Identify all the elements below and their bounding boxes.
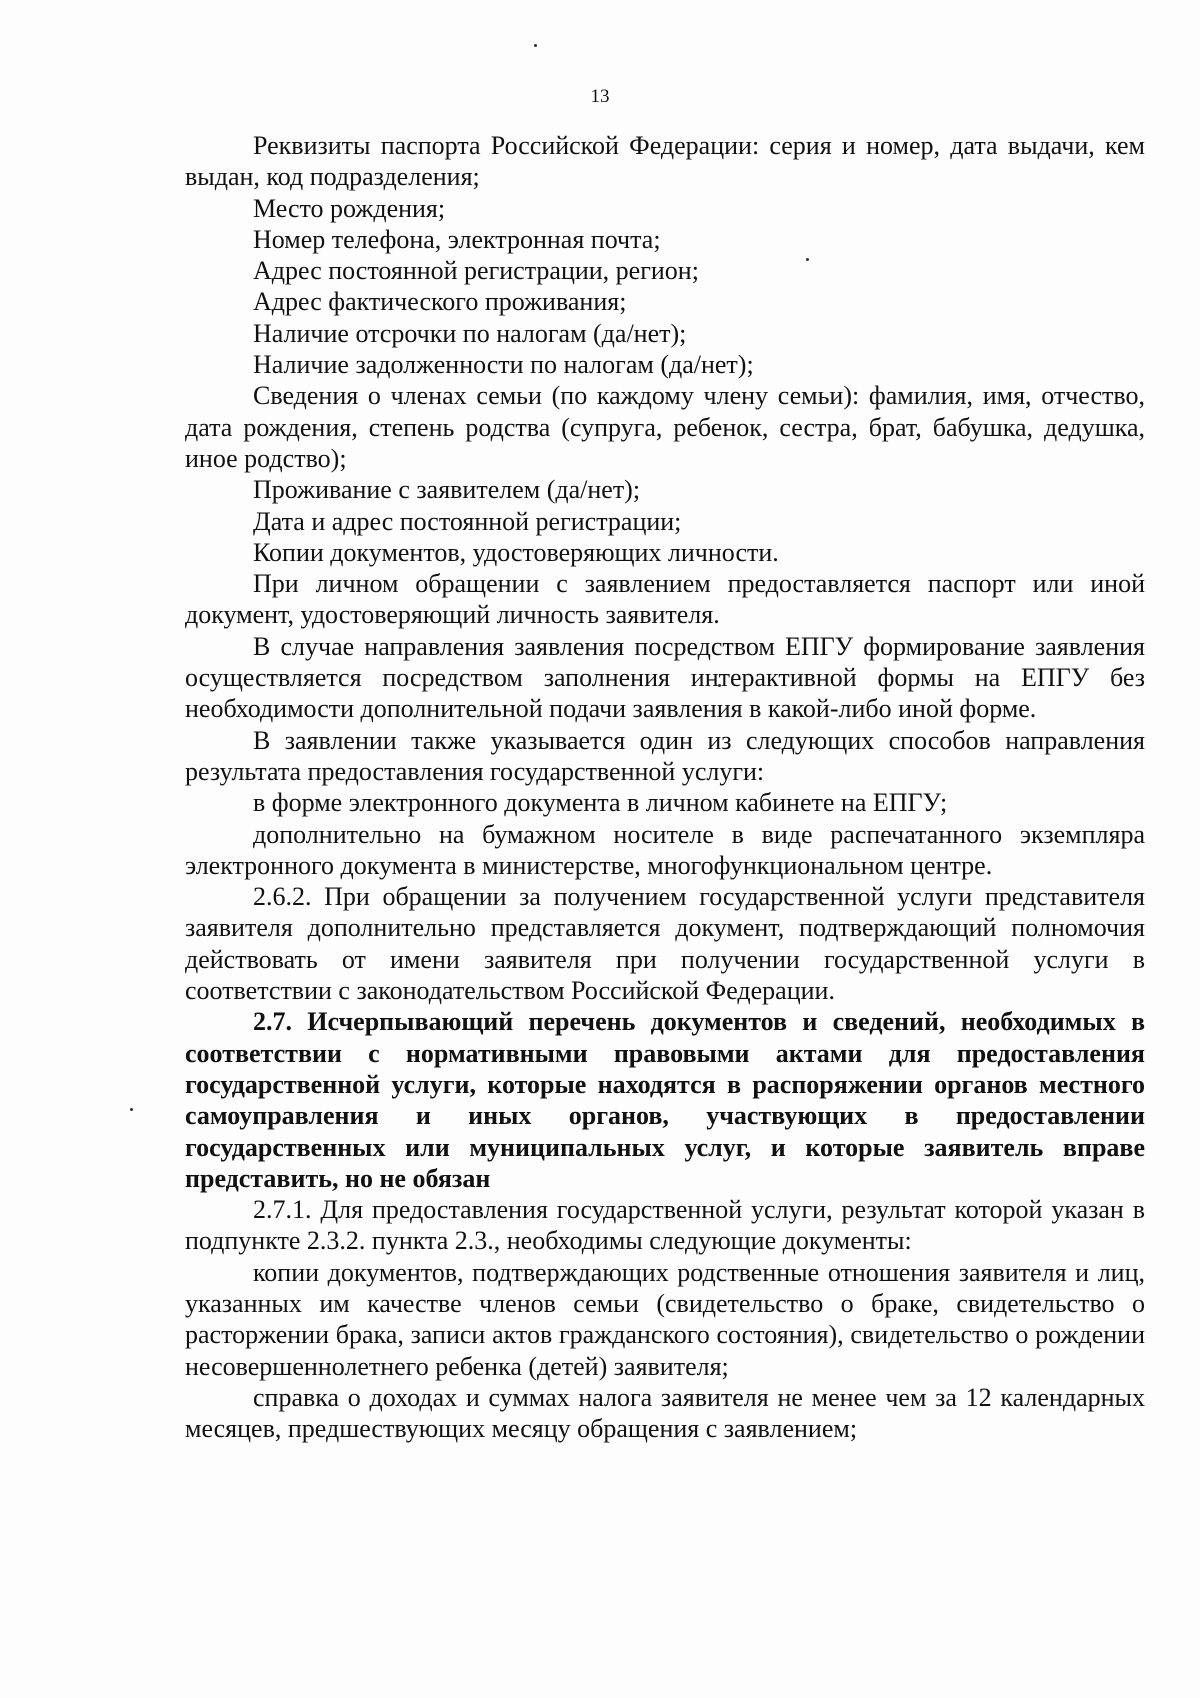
paragraph-phone-email: Номер телефона, электронная почта; bbox=[253, 224, 661, 254]
paragraph-family-members: Сведения о членах семьи (по каждому члену семьи): фамилия, имя, отчество, дата рождения, степень родства (супруга, ребенок, сестра, брат, бабушка, дедушка, иное родство); bbox=[185, 381, 1145, 473]
paragraph-permanent-address: Адрес постоянной регистрации, регион; bbox=[253, 256, 699, 286]
paragraph-registration-date: Дата и адрес постоянной регистрации; bbox=[253, 506, 682, 536]
paragraph-personal-visit: При личном обращении с заявлением предоставляется паспорт или иной документ, удостоверяющий личность заявителя. bbox=[185, 569, 1145, 630]
paragraph-electronic-document: в форме электронного документа в личном кабинете на ЕПГУ; bbox=[253, 788, 948, 818]
paragraph-tax-deferral: Наличие отсрочки по налогам (да/нет); bbox=[253, 318, 687, 348]
paragraph-id-copies: Копии документов, удостоверяющих личности. bbox=[253, 537, 779, 567]
scan-speck bbox=[534, 44, 537, 47]
paragraph-passport-details: Реквизиты паспорта Российской Федерации: серия и номер, дата выдачи, кем выдан, код подразделения; bbox=[185, 131, 1145, 192]
paragraph-paper-copy: дополнительно на бумажном носителе в виде распечатанного экземпляра электронного документа в министерстве, многофункциональном центре. bbox=[185, 819, 1145, 880]
paragraph-2-7-1: 2.7.1. Для предоставления государственной услуги, результат которой указан в подпункте 2.3.2. пункта 2.3., необходимы следующие документы: bbox=[185, 1195, 1145, 1256]
paragraph-income-certificate: справка о доходах и суммах налога заявителя не менее чем за 12 календарных месяцев, предшествующих месяцу обращения с заявлением; bbox=[185, 1382, 1145, 1444]
paragraph-epgu-submission: В случае направления заявления посредством ЕПГУ формирование заявления осуществляется посредством заполнения интерактивной формы на ЕПГУ без необходимости дополнительной подачи заявления в какой-либо иной форме. bbox=[185, 631, 1145, 724]
document-body bbox=[185, 130, 1145, 1444]
scan-speck bbox=[130, 1108, 133, 1111]
paragraph-tax-debt: Наличие задолженности по налогам (да/нет); bbox=[253, 350, 754, 380]
page-number: 13 bbox=[590, 86, 610, 107]
paragraph-result-delivery: В заявлении также указывается один из следующих способов направления результата предоставления государственной услуги: bbox=[185, 725, 1145, 786]
section-heading-2-7: 2.7. Исчерпывающий перечень документов и сведений, необходимых в соответствии с нормативными правовыми актами для предоставления государственной услуги, которые находятся в распоряжении органов местного самоуправления и иных органов, участвующих в предоставлении государственных или муниципальных услуг, и которые заявитель вправе представить, но не обязан bbox=[185, 1007, 1145, 1193]
paragraph-kinship-documents: копии документов, подтверждающих родственные отношения заявителя и лиц, указанных им качестве членов семьи (свидетельство о браке, свидетельство о расторжении брака, записи актов гражданского состояния), свидетельство о рождении несовершеннолетнего ребенка (детей) заявителя; bbox=[185, 1257, 1145, 1381]
paragraph-cohabitation: Проживание с заявителем (да/нет); bbox=[253, 475, 641, 505]
paragraph-actual-address: Адрес фактического проживания; bbox=[253, 287, 627, 317]
paragraph-birthplace: Место рождения; bbox=[253, 193, 446, 223]
paragraph-2-6-2: 2.6.2. При обращении за получением государственной услуги представителя заявителя дополнительно представляется документ, подтверждающий полномочия действовать от имени заявителя при получении государственной услуги в соответствии с законодательством Российской Федерации. bbox=[185, 882, 1145, 1006]
